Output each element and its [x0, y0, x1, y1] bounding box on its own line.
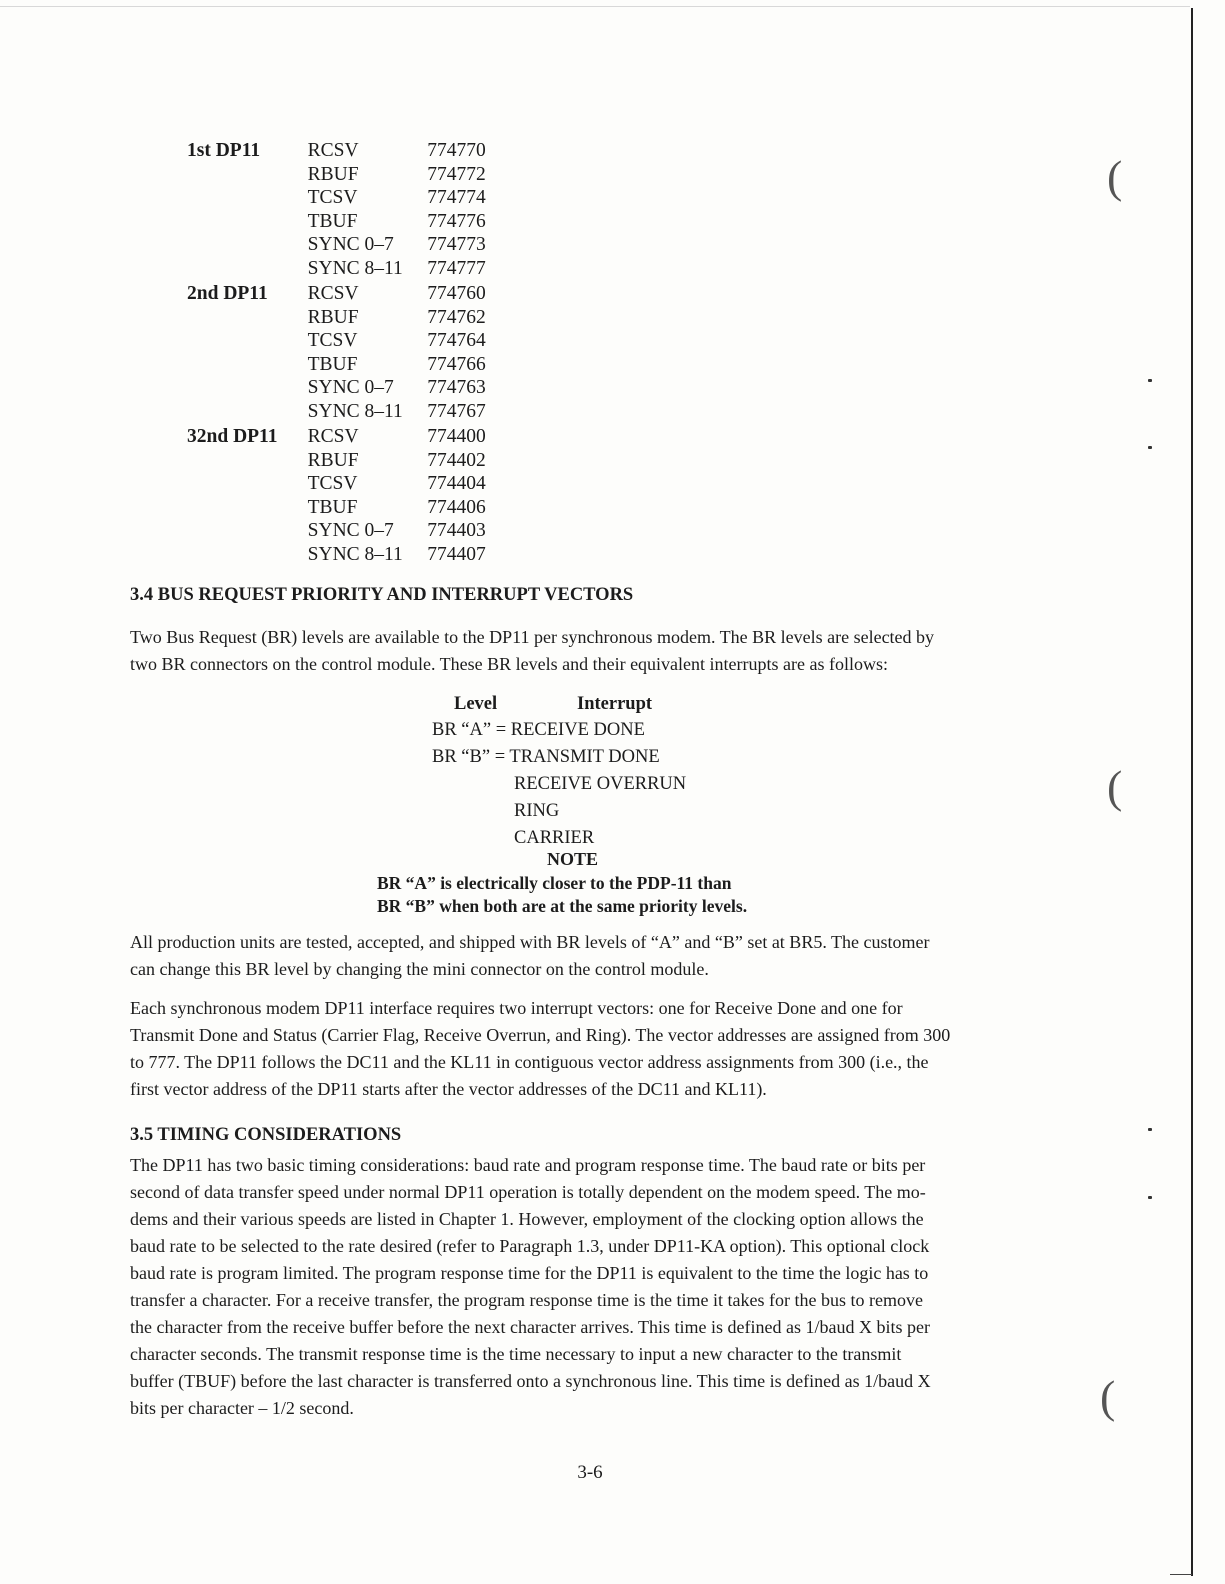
register-address: 774402 — [427, 449, 486, 471]
register-address: 774776 — [427, 210, 486, 232]
register-address: 774773 — [427, 234, 486, 255]
register-name: SYNC 0–7 — [307, 377, 394, 398]
binder-hole-mark: ( — [1107, 151, 1123, 202]
table-row — [187, 496, 527, 520]
table-row — [187, 519, 527, 543]
table-row — [187, 306, 527, 330]
register-address: 774407 — [427, 543, 486, 565]
level-column-header: Level — [454, 694, 498, 714]
register-address: 774406 — [427, 496, 486, 518]
register-address: 774400 — [427, 426, 486, 447]
interrupt-level-row: CARRIER — [514, 828, 595, 848]
section-3-4-heading: 3.4 BUS REQUEST PRIORITY AND INTERRUPT VECTORS — [130, 585, 634, 605]
table-row — [187, 376, 527, 400]
device-group — [187, 139, 527, 280]
interrupt-level-table — [432, 692, 686, 852]
page-number: 3-6 — [577, 1462, 603, 1483]
register-name: RCSV — [307, 140, 359, 161]
register-address: 774767 — [427, 400, 486, 422]
device-label: 2nd DP11 — [187, 283, 268, 304]
scan-speck — [1148, 1196, 1152, 1199]
interrupt-column-header: Interrupt — [577, 694, 653, 714]
register-name: RBUF — [307, 449, 359, 471]
table-row — [187, 472, 527, 496]
device-label: 1st DP11 — [187, 140, 261, 161]
interrupt-level-row: BR “A” = RECEIVE DONE — [432, 720, 645, 740]
table-row — [187, 210, 527, 234]
interrupt-level-row: BR “B” = TRANSMIT DONE — [432, 747, 660, 767]
section-3-5-heading: 3.5 TIMING CONSIDERATIONS — [130, 1125, 402, 1145]
table-row — [187, 139, 527, 163]
table-row — [187, 233, 527, 257]
register-address: 774770 — [427, 140, 486, 161]
register-address-table — [187, 139, 527, 568]
production-paragraph: All production units are tested, accepted, and shipped with BR levels of “A” and “B” set at BR5. The customer can change this BR level by changing the mini connector on the control module. — [130, 932, 930, 979]
table-row — [187, 282, 527, 306]
table-row — [187, 400, 527, 424]
register-name: SYNC 0–7 — [307, 520, 394, 541]
interrupt-level-row: RING — [514, 801, 560, 821]
device-group — [187, 282, 527, 423]
register-address: 774772 — [427, 163, 486, 185]
register-address: 774777 — [427, 257, 486, 279]
register-name: SYNC 0–7 — [307, 234, 394, 255]
register-name: RCSV — [307, 283, 359, 304]
register-name: TCSV — [307, 473, 358, 494]
section-3-4-intro-paragraph: Two Bus Request (BR) levels are available to the DP11 per synchronous modem. The BR levels are selected by two BR connectors on the control module. These BR levels and their equivalent interrupts are as follows: — [130, 627, 935, 674]
interrupt-level-header — [432, 692, 686, 717]
interrupt-vectors-paragraph: Each synchronous modem DP11 interface requires two interrupt vectors: one for Receive Done and one for Transmit Done and Status (Carrier Flag, Receive Overrun, and Ring). The vector addresses are assigned from 300 to 777. The DP11 follows the DC11 and the KL11 in contiguous vector address assignments from 300 (i.e., the first vector address of the DP11 starts after the vector addresses of the DC11 and KL11). — [130, 998, 951, 1099]
device-label: 32nd DP11 — [187, 426, 278, 447]
binder-hole-mark: ( — [1100, 1371, 1116, 1422]
register-name: SYNC 8–11 — [307, 257, 403, 279]
scan-speck — [1148, 1128, 1152, 1131]
note-line: BR “B” when both are at the same priority levels. — [377, 896, 748, 916]
note-line: BR “A” is electrically closer to the PDP-11 than — [377, 873, 732, 893]
table-row — [187, 163, 527, 187]
register-name: TBUF — [307, 210, 358, 232]
register-name: TCSV — [307, 330, 358, 351]
register-address: 774403 — [427, 520, 486, 541]
device-group — [187, 425, 527, 566]
register-name: SYNC 8–11 — [307, 400, 403, 422]
register-address: 774764 — [427, 330, 486, 351]
register-name: RCSV — [307, 426, 359, 447]
table-row — [187, 425, 527, 449]
register-name: RBUF — [307, 306, 359, 328]
scan-speck — [1148, 379, 1152, 382]
page-right-edge — [1191, 8, 1193, 1576]
register-name: RBUF — [307, 163, 359, 185]
timing-paragraph: The DP11 has two basic timing considerations: baud rate and program response time. The baud rate or bits per second of data transfer speed under normal DP11 operation is totally dependent on the modem speed. The mo- dems and their various speeds are listed in Chapter 1. However, employment of the clocking option allows the baud rate to be selected to the rate desired (refer to Paragraph 1.3, under DP11-KA option). This optional clock baud rate is program limited. The program response time for the DP11 is equivalent to the time the logic has to transfer a character. For a receive transfer, the program response time is the time it takes for the bus to remove the character from the receive buffer before the next character arrives. This time is defined as 1/baud X bits per character seconds. The transmit response time is the time necessary to input a new character to the transmit buffer (TBUF) before the last character is transferred onto a synchronous line. This time is defined as 1/baud X bits per character – 1/2 second. — [130, 1155, 931, 1418]
register-name: TBUF — [307, 496, 358, 518]
note-text — [377, 872, 747, 918]
table-row — [187, 353, 527, 377]
register-address: 774774 — [427, 187, 486, 208]
register-name: SYNC 8–11 — [307, 543, 403, 565]
table-row — [187, 186, 527, 210]
interrupt-level-row: RECEIVE OVERRUN — [514, 774, 687, 794]
register-name: TCSV — [307, 187, 358, 208]
scan-speck — [1148, 446, 1152, 449]
table-row — [187, 449, 527, 473]
table-row — [187, 543, 527, 567]
register-name: TBUF — [307, 353, 358, 375]
table-row — [187, 329, 527, 353]
register-address: 774404 — [427, 473, 486, 494]
register-address: 774766 — [427, 353, 486, 375]
register-address: 774763 — [427, 377, 486, 398]
table-row — [187, 257, 527, 281]
register-address: 774760 — [427, 283, 486, 304]
note-title: NOTE — [547, 849, 599, 869]
binder-hole-mark: ( — [1107, 761, 1123, 812]
page-top-edge — [0, 6, 1190, 7]
register-address: 774762 — [427, 306, 486, 328]
page-corner-mark — [1170, 1574, 1192, 1575]
